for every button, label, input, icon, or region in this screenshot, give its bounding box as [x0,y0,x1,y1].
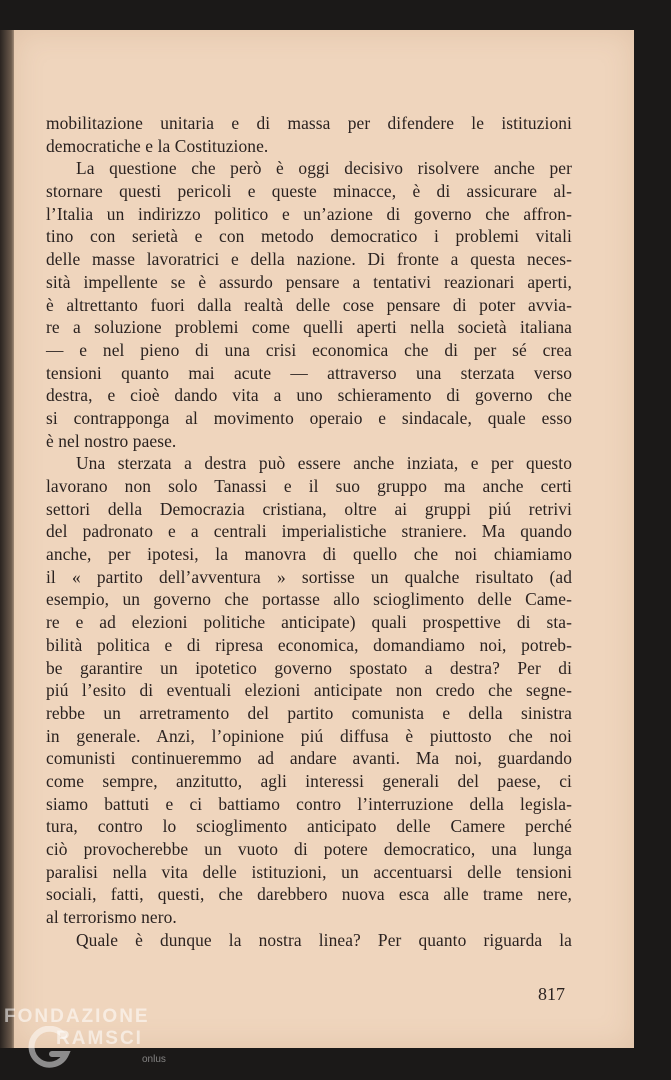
text-line: è altrettanto fuori dalla realtà delle cose pensare di poter avvia- [46,294,572,315]
text-line: bilità politica e di ripresa economica, domandiamo noi, potreb- [46,634,572,655]
text-line: delle masse lavoratrici e della nazione. Di fronte a questa neces- [46,249,572,270]
watermark-logo [4,1006,174,1076]
book-page [14,30,634,1048]
text-line: stornare questi pericoli e queste minacce, è di assicurare al- [46,181,572,202]
text-line: rebbe un arretramento del partito comunista e della sinistra [46,702,572,723]
text-line: be garantire un ipotetico governo spostato a destra? Per di [46,657,572,678]
text-line: sociali, fatti, questi, che darebbero nuova esca alle trame nere, [46,884,572,905]
text-line: destra, e cioè dando vita a uno schieramento di governo che [46,385,572,406]
text-line: tura, contro lo scioglimento anticipato delle Camere perché [46,816,572,837]
text-line: Una sterzata a destra può essere anche inziata, e per questo [76,453,572,474]
text-line: è nel nostro paese. [46,430,177,451]
text-line: tino con serietà e con metodo democratico i problemi vitali [46,226,572,247]
text-line: l’Italia un indirizzo politico e un’azione di governo che affron- [46,203,572,224]
text-line: piú l’esito di eventuali elezioni anticipate non credo che segne- [46,680,572,701]
text-line: settori della Democrazia cristiana, oltre ai gruppi piú retrivi [46,498,572,519]
text-line: re a soluzione problemi come quelli aperti nella società italiana [46,317,572,338]
watermark-subtitle: RAMSCI [56,1028,143,1049]
text-line: mobilitazione unitaria e di massa per difendere le istituzioni [46,113,572,133]
text-line: paralisi nella vita delle istituzioni, un accentuarsi delle tensioni [46,861,572,882]
text-line: sità impellente se è assurdo pensare a tentativi reazionari aperti, [46,271,572,292]
text-line: il « partito dell’avventura » sortisse un qualche risultato (ad [46,566,572,587]
text-line: Quale è dunque la nostra linea? Per quanto riguarda la [76,929,572,950]
text-line: si contrapponga al movimento operaio e sindacale, quale esso [46,407,572,428]
text-line: democratiche e la Costituzione. [46,135,269,156]
text-line: ciò provocherebbe un vuoto di potere democratico, una lunga [46,839,572,859]
text-line: del padronato e a centrali imperialistiche straniere. Ma quando [46,521,572,542]
text-line: in generale. Anzi, l’opinione piú diffusa è piuttosto che noi [46,725,572,746]
text-line: anche, per ipotesi, la manovra di quello che noi chiamiamo [46,544,572,565]
text-line: La questione che però è oggi decisivo risolvere anche per [76,158,572,179]
text-line: al terrorismo nero. [46,907,177,928]
text-line: siamo battuti e ci battiamo contro l’interruzione della legisla- [46,793,572,814]
page-number: 817 [538,984,565,1004]
text-line: lavorano non solo Tanassi e il suo gruppo ma anche certi [46,476,572,496]
watermark-suffix: onlus [142,1054,166,1065]
body-text [46,112,572,951]
text-line: come sempre, anzitutto, agli interessi generali del paese, ci [46,770,572,791]
text-line: tensioni quanto mai acute — attraverso una sterzata verso [46,362,572,383]
text-line: — e nel pieno di una crisi economica che di per sé crea [46,339,572,360]
text-line: esempio, un governo che portasse allo scioglimento delle Came- [46,589,572,610]
watermark-title: FONDAZIONE [4,1006,150,1027]
text-line: comunisti continueremmo ad andare avanti. Ma noi, guardando [46,748,572,769]
text-line: re e ad elezioni politiche anticipate) quali prospettive di sta- [46,612,572,633]
